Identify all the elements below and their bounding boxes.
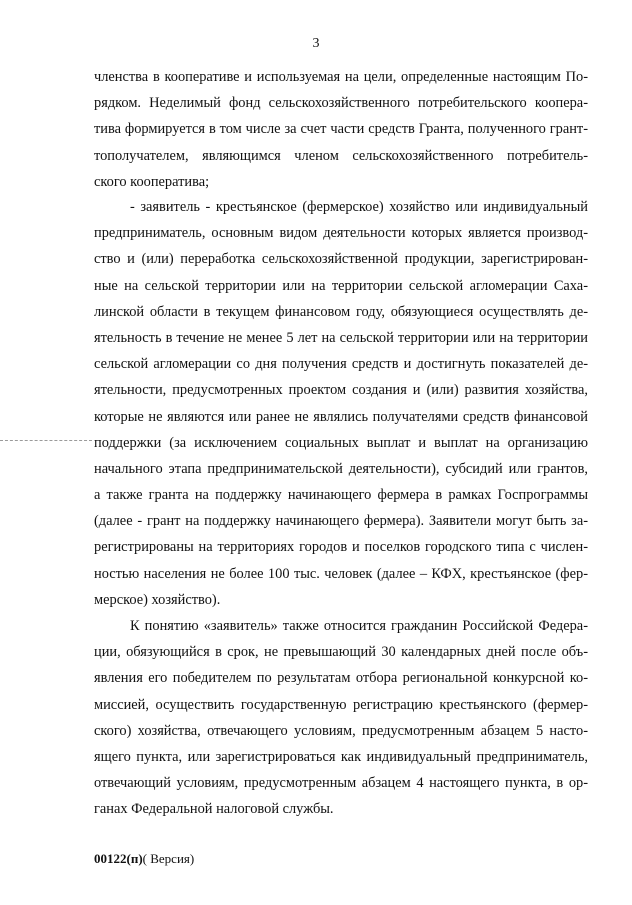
- text-line: ятельность в течение не менее 5 лет на сельской территории или на территории: [94, 329, 588, 346]
- text-line: отвечающий условиям, предусмотренным абзацем 4 настоящего пункта, в ор-: [94, 775, 588, 792]
- paragraph-applicant-definition: [94, 194, 588, 613]
- text-line: а также гранта на поддержку начинающего фермера в рамках Госпрограммы: [94, 487, 588, 504]
- text-line: миссией, осуществить государственную регистрацию крестьянского (фермер-: [94, 696, 588, 713]
- text-line: ского кооператива;: [94, 173, 210, 190]
- text-line: рядком. Неделимый фонд сельскохозяйственного потребительского коопера-: [94, 95, 588, 112]
- text-line: предприниматель, основным видом деятельности которых является производ-: [94, 225, 588, 242]
- margin-mark: [0, 440, 92, 441]
- text-line: линской области в текущем финансовом году, обязующиеся осуществлять де-: [94, 303, 588, 320]
- text-line: ского) хозяйства, отвечающего условиям, предусмотренным абзацем 5 насто-: [94, 722, 588, 739]
- text-line: ции, обязующийся в срок, не превышающий 30 календарных дней после объ-: [94, 644, 588, 661]
- text-line: К понятию «заявитель» также относится гражданин Российской Федера-: [130, 618, 588, 634]
- text-line: мерское) хозяйство).: [94, 591, 221, 608]
- text-line: ятельности, предусмотренных проектом создания и (или) развития хозяйства,: [94, 382, 588, 399]
- text-line: ганах Федеральной налоговой службы.: [94, 801, 334, 818]
- document-code: 00122(п): [94, 851, 143, 866]
- text-line: ство и (или) переработка сельскохозяйственной продукции, зарегистрирован-: [94, 251, 588, 268]
- document-version: ( Версия): [142, 851, 195, 866]
- text-line: начального этапа предпринимательской деятельности), субсидий или грантов,: [94, 460, 588, 477]
- page-number: 3: [312, 36, 320, 51]
- text-line: которые не являются или ранее не являлись получателями средств финансовой: [94, 408, 588, 425]
- text-line: - заявитель - крестьянское (фермерское) хозяйство или индивидуальный: [130, 199, 588, 215]
- text-line: явления его победителем по результатам отбора региональной конкурсной ко-: [94, 670, 588, 687]
- text-line: регистрированы на территориях городов и поселков городского типа с числен-: [94, 539, 588, 556]
- text-line: ящего пункта, или зарегистрироваться как индивидуальный предприниматель,: [94, 748, 588, 765]
- text-line: ностью населения не более 100 тыс. человек (далее – КФХ, крестьянское (фер-: [94, 565, 588, 582]
- text-line: тива формируется в том числе за счет части средств Гранта, полученного грант-: [94, 121, 588, 138]
- document-footer: [94, 851, 194, 867]
- text-line: сельской агломерации со дня получения средств и достигнуть показателей де-: [94, 356, 588, 373]
- text-line: членства в кооперативе и используемая на цели, определенные настоящим По-: [94, 69, 588, 85]
- text-line: ные на сельской территории или на территории сельской агломерации Саха-: [94, 277, 588, 294]
- text-line: тополучателем, являющимся членом сельскохозяйственного потребитель-: [94, 147, 588, 164]
- text-line: (далее - грант на поддержку начинающего фермера). Заявители могут быть за-: [94, 513, 588, 530]
- text-line: поддержки (за исключением социальных выплат и выплат на организацию: [94, 434, 588, 451]
- paragraph-applicant-citizen: [94, 613, 588, 823]
- paragraph-membership: [94, 64, 588, 195]
